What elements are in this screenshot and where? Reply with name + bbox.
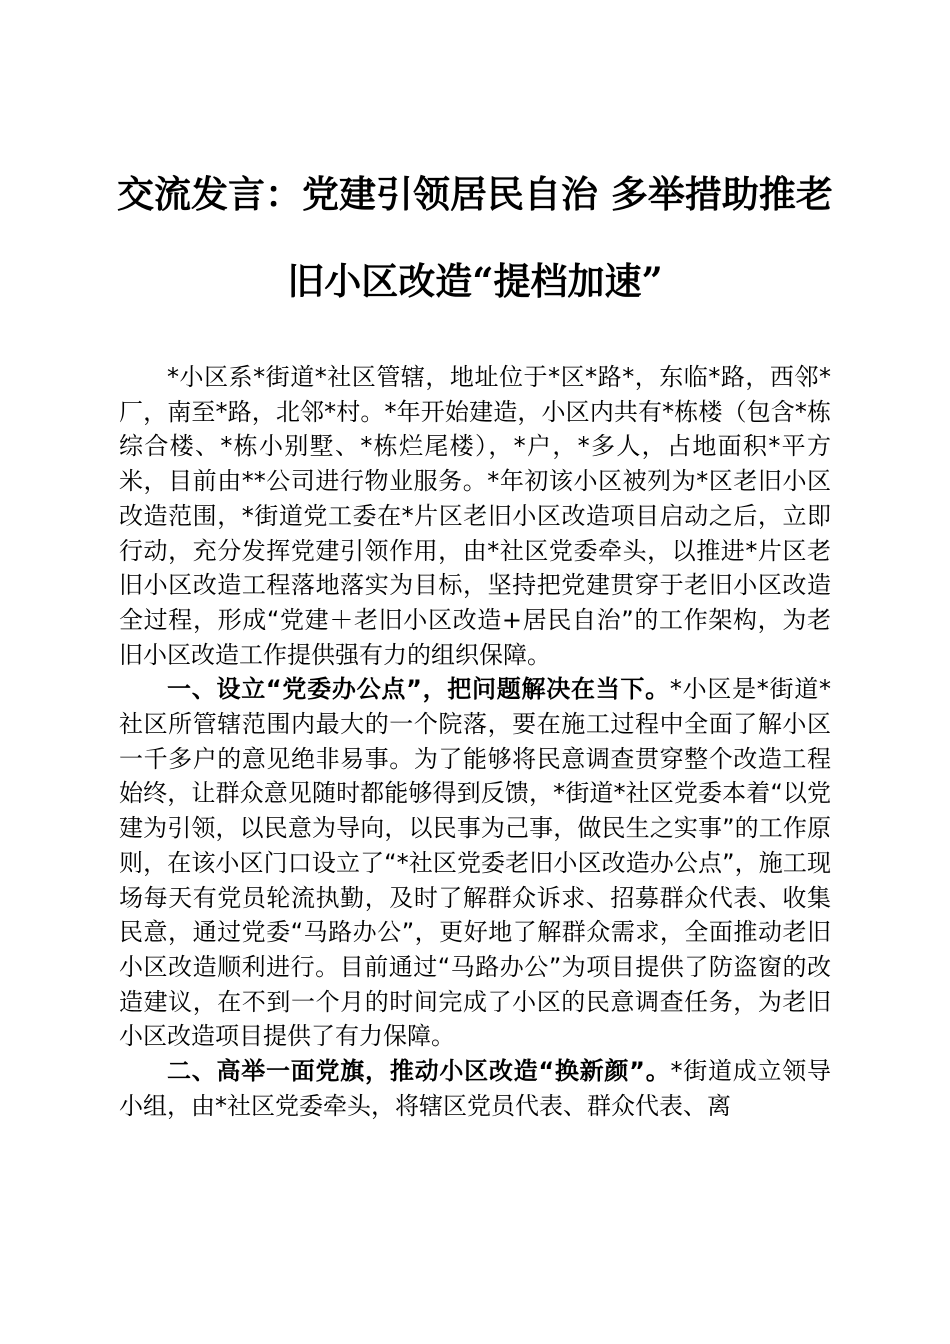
paragraph-text: *小区系*街道*社区管辖，地址位于*区*路*，东临*路，西邻*厂，南至*路，北邻*村。*年开始建造，小区内共有*栋楼（包含*栋综合楼、*栋小别墅、*栋烂尾楼），*户，*多人，占地面积*平方米，目前由**公司进行物业服务。*年初该小区被列为*区老旧小区改造范围，*街道党工委在*片区老旧小区改造项目启动之后，立即行动，充分发挥党建引领作用，由*社区党委牵头，以推进*片区老旧小区改造工程落地落实为目标，坚持把党建贯穿于老旧小区改造全过程，形成“党建＋老旧小区改造+居民自治”的工作架构，为老旧小区改造工作提供强有力的组织保障。 <box>119 363 831 669</box>
section-heading: 二、高举一面党旗，推动小区改造“换新颜”。 <box>167 1057 671 1086</box>
paragraph-section-1 <box>119 672 831 1054</box>
document-title <box>100 168 850 342</box>
paragraph-text: *街道成立领导小组，由*社区党委牵头，将辖区党员代表、群众代表、离 <box>119 1057 832 1120</box>
title-line-1: 交流发言：党建引领居民自治 多举措助推老 <box>117 172 833 216</box>
title-line-2: 旧小区改造“提档加速” <box>287 259 663 303</box>
document-body <box>119 360 831 1123</box>
section-heading: 一、设立“党委办公点”，把问题解决在当下。 <box>167 675 670 704</box>
paragraph-intro <box>119 360 831 672</box>
paragraph-section-2 <box>119 1054 831 1123</box>
paragraph-text: *小区是*街道*社区所管辖范围内最大的一个院落，要在施工过程中全面了解小区一千多户的意见绝非易事。为了能够将民意调查贯穿整个改造工程始终，让群众意见随时都能够得到反馈，*街道*社区党委本着“以党建为引领，以民意为导向，以民事为己事，做民生之实事”的工作原则，在该小区门口设立了“*社区党委老旧小区改造办公点”，施工现场每天有党员轮流执勤，及时了解群众诉求、招募群众代表、收集民意，通过党委“马路办公”，更好地了解群众需求，全面推动老旧小区改造顺利进行。目前通过“马路办公”为项目提供了防盗窗的改造建议，在不到一个月的时间完成了小区的民意调查任务，为老旧小区改造项目提供了有力保障。 <box>119 675 832 1051</box>
